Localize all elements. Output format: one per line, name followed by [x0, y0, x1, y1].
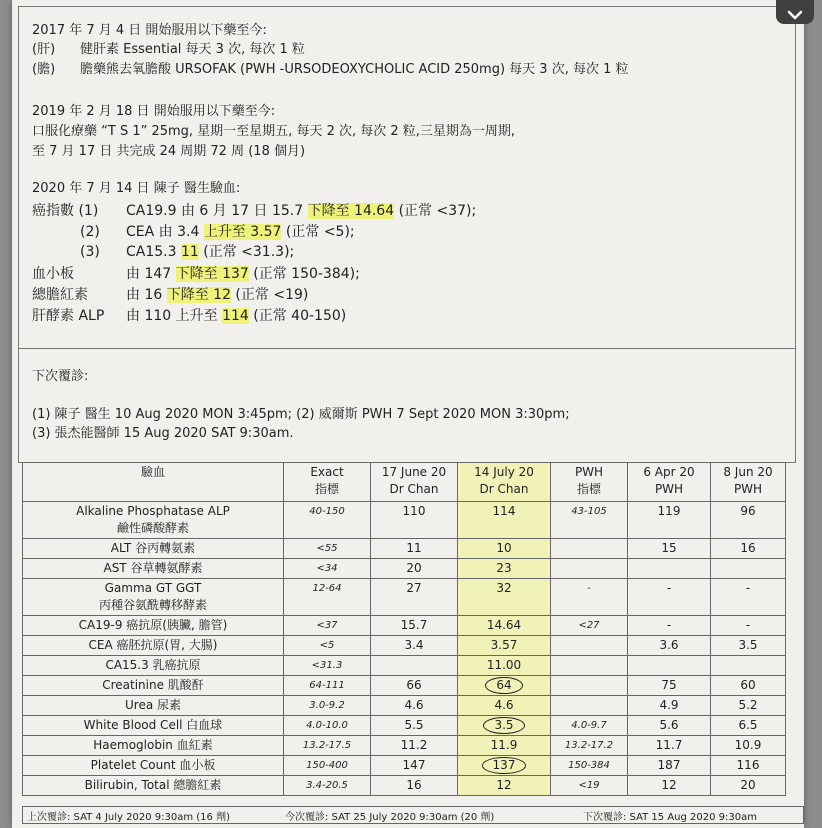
table-row [23, 636, 786, 656]
cell-jun17: 15.7 [371, 616, 458, 636]
cell-jun8 [711, 559, 786, 579]
cell-exact-range: 13.2-17.5 [284, 736, 371, 756]
platelet-result: 由 147 下降至 137 (正常 150-384); [126, 266, 360, 282]
cell-jun8: - [711, 616, 786, 636]
cell-jun8: 5.2 [711, 696, 786, 716]
alp-result: 由 110 上升至 114 (正常 40-150) [126, 308, 347, 324]
cell-jul14: 3.57 [458, 636, 551, 656]
table-row [23, 716, 786, 736]
cell-jul14: 11.00 [458, 656, 551, 676]
cell-apr6: 11.7 [628, 736, 711, 756]
table-row [23, 539, 786, 559]
cell-test-name: AST 谷草轉氨酵素 [23, 559, 284, 579]
table-row [23, 579, 786, 616]
cell-jul14: 12 [458, 776, 551, 796]
table-row [23, 656, 786, 676]
col-header-jun17: 17 June 20 Dr Chan [371, 463, 458, 502]
cell-test-name: Platelet Count 血小板 [23, 756, 284, 776]
footer-last-visit: 上次覆診: SAT 4 July 2020 9:30am (16 劑) [27, 812, 230, 823]
document-page [12, 0, 804, 828]
appointment-box [18, 347, 796, 463]
cell-apr6: 12 [628, 776, 711, 796]
lab-results-table [22, 462, 786, 796]
cell-jul14: 32 [458, 579, 551, 616]
cell-jul14: 114 [458, 502, 551, 539]
cell-exact-range: 40-150 [284, 502, 371, 539]
cell-exact-range: <5 [284, 636, 371, 656]
cell-jun8: 20 [711, 776, 786, 796]
cell-jun8: 6.5 [711, 716, 786, 736]
cell-test-name: Gamma GT GGT 丙種谷氨酰轉移酵素 [23, 579, 284, 616]
cea-label: (2) [80, 224, 100, 240]
cell-exact-range: <34 [284, 559, 371, 579]
chemo-complete-line: 至 7 月 17 日 共完成 24 周期 72 周 (18 個月) [32, 144, 306, 159]
cell-test-name: Creatinine 肌酸酐 [23, 676, 284, 696]
cell-jun8: 96 [711, 502, 786, 539]
table-row [23, 616, 786, 636]
visit-footer [22, 806, 804, 824]
table-row [23, 756, 786, 776]
cell-pwh-range: 13.2-17.2 [551, 736, 628, 756]
footer-this-visit: 今次覆診: SAT 25 July 2020 9:30am (20 劑) [285, 812, 495, 823]
chemo-start-line: 2019 年 2 月 18 日 開始服用以下藥至今: [32, 104, 276, 119]
cell-jun17: 11 [371, 539, 458, 559]
cell-jun17: 20 [371, 559, 458, 579]
col-header-jul14: 14 July 20 Dr Chan [458, 463, 551, 502]
cell-jul14: 11.9 [458, 736, 551, 756]
cell-jun17: 3.4 [371, 636, 458, 656]
cell-pwh-range [551, 559, 628, 579]
cell-pwh-range: 43-105 [551, 502, 628, 539]
cell-test-name: ALT 谷丙轉氨素 [23, 539, 284, 559]
cell-exact-range: 4.0-10.0 [284, 716, 371, 736]
cell-jun17: 147 [371, 756, 458, 776]
med-gall-text: 膽藥熊去氧膽酸 URSOFAK (PWH -URSODEOXYCHOLIC ACID 250mg) 每天 3 次, 每次 1 粒 [80, 62, 629, 77]
cell-pwh-range [551, 656, 628, 676]
cell-jul14 [458, 716, 551, 736]
cell-apr6: 4.9 [628, 696, 711, 716]
cell-test-name: Bilirubin, Total 總膽紅素 [23, 776, 284, 796]
cell-jun8 [711, 656, 786, 676]
cell-jul14: 23 [458, 559, 551, 579]
table-row [23, 736, 786, 756]
cell-jun8: 10.9 [711, 736, 786, 756]
cell-jun8: 3.5 [711, 636, 786, 656]
cell-exact-range: <31.3 [284, 656, 371, 676]
collapse-toggle[interactable] [776, 0, 814, 24]
col-header-apr6: 6 Apr 20 PWH [628, 463, 711, 502]
cell-test-name: CA15.3 乳癌抗原 [23, 656, 284, 676]
cell-jun17: 27 [371, 579, 458, 616]
cea-result: CEA 由 3.4 上升至 3.57 (正常 <5); [126, 224, 355, 240]
table-row [23, 559, 786, 579]
cell-test-name: Haemoglobin 血紅素 [23, 736, 284, 756]
med-liver-tag: (肝) [32, 42, 56, 57]
cell-apr6: 187 [628, 756, 711, 776]
cell-jun8: 60 [711, 676, 786, 696]
ca153-label: (3) [80, 244, 100, 260]
cell-apr6: 3.6 [628, 636, 711, 656]
cell-apr6: - [628, 579, 711, 616]
cell-jul14: 14.64 [458, 616, 551, 636]
cell-jun8: - [711, 579, 786, 616]
cell-jun8: 116 [711, 756, 786, 776]
col-header-test: 驗血 [23, 463, 284, 502]
cell-jun17: 4.6 [371, 696, 458, 716]
cell-jun17: 16 [371, 776, 458, 796]
col-header-exact: Exact 指標 [284, 463, 371, 502]
cell-exact-range: <37 [284, 616, 371, 636]
chevron-down-icon [787, 9, 803, 21]
cell-pwh-range [551, 636, 628, 656]
cell-jun17: 66 [371, 676, 458, 696]
chemo-detail-line: 口服化療藥 “T S 1” 25mg, 星期一至星期五, 每天 2 次, 每次 2 粒,三星期為一周期, [32, 124, 516, 139]
cell-exact-range: 64-111 [284, 676, 371, 696]
col-header-pwh-range: PWH 指標 [551, 463, 628, 502]
cell-jul14: 4.6 [458, 696, 551, 716]
next-visit-title: 下次覆診: [32, 369, 89, 384]
cell-exact-range: 12-64 [284, 579, 371, 616]
ca153-result: CA15.3 11 (正常 <31.3); [126, 244, 295, 260]
cell-jul14 [458, 676, 551, 696]
bilirubin-result: 由 16 下降至 12 (正常 <19) [126, 287, 309, 303]
cell-pwh-range [551, 676, 628, 696]
col-header-jun8: 8 Jun 20 PWH [711, 463, 786, 502]
cell-jul14 [458, 756, 551, 776]
cell-apr6: 15 [628, 539, 711, 559]
table-row [23, 676, 786, 696]
cell-test-name: CA19-9 癌抗原(胰臟, 膽管) [23, 616, 284, 636]
footer-next-visit: 下次覆診: SAT 15 Aug 2020 9:30am [583, 812, 757, 823]
cell-apr6 [628, 559, 711, 579]
table-row [23, 696, 786, 716]
platelet-label: 血小板 [32, 266, 74, 282]
ca199-label: 癌指數 (1) [32, 203, 99, 219]
circled-value: 3.5 [483, 717, 524, 734]
cell-test-name: Urea 尿素 [23, 696, 284, 716]
alp-label: 肝酵素 ALP [32, 308, 105, 324]
bilirubin-label: 總膽紅素 [32, 287, 88, 303]
med-gall-tag: (膽) [32, 62, 56, 77]
cell-exact-range: <55 [284, 539, 371, 559]
cell-pwh-range [551, 696, 628, 716]
cell-jun8: 16 [711, 539, 786, 559]
next-visit-line-1: (1) 陳子 醫生 10 Aug 2020 MON 3:45pm; (2) 威爾斯 PWH 7 Sept 2020 MON 3:30pm; [32, 407, 570, 422]
med-start-line: 2017 年 7 月 4 日 開始服用以下藥至今: [32, 23, 267, 38]
cell-pwh-range: <19 [551, 776, 628, 796]
circled-value: 64 [485, 677, 522, 694]
table-row [23, 776, 786, 796]
table-row [23, 502, 786, 539]
cell-apr6: - [628, 616, 711, 636]
next-visit-line-2: (3) 張杰能醫師 15 Aug 2020 SAT 9:30am. [32, 426, 294, 441]
cell-jun17: 11.2 [371, 736, 458, 756]
cell-exact-range: 150-400 [284, 756, 371, 776]
cell-pwh-range [551, 539, 628, 559]
cell-pwh-range: 150-384 [551, 756, 628, 776]
med-liver-text: 健肝素 Essential 每天 3 次, 每次 1 粒 [80, 42, 305, 57]
cell-exact-range: 3.0-9.2 [284, 696, 371, 716]
cell-jun17: 110 [371, 502, 458, 539]
cell-apr6: 75 [628, 676, 711, 696]
cell-apr6 [628, 656, 711, 676]
cell-apr6: 5.6 [628, 716, 711, 736]
cell-jun17: 5.5 [371, 716, 458, 736]
cell-pwh-range: - [551, 579, 628, 616]
table-header-row [23, 463, 786, 502]
cell-pwh-range: <27 [551, 616, 628, 636]
cell-jul14: 10 [458, 539, 551, 559]
cell-exact-range: 3.4-20.5 [284, 776, 371, 796]
circled-value: 137 [482, 757, 527, 774]
cell-apr6: 119 [628, 502, 711, 539]
blood-test-heading: 2020 年 7 月 14 日 陳子 醫生驗血: [32, 181, 241, 196]
cell-pwh-range: 4.0-9.7 [551, 716, 628, 736]
cell-test-name: White Blood Cell 白血球 [23, 716, 284, 736]
cell-jun17 [371, 656, 458, 676]
cell-test-name: Alkaline Phosphatase ALP 鹼性磷酸酵素 [23, 502, 284, 539]
ca199-result: CA19.9 由 6 月 17 日 15.7 下降至 14.64 (正常 <37); [126, 203, 477, 219]
cell-test-name: CEA 癌胚抗原(胃, 大腸) [23, 636, 284, 656]
